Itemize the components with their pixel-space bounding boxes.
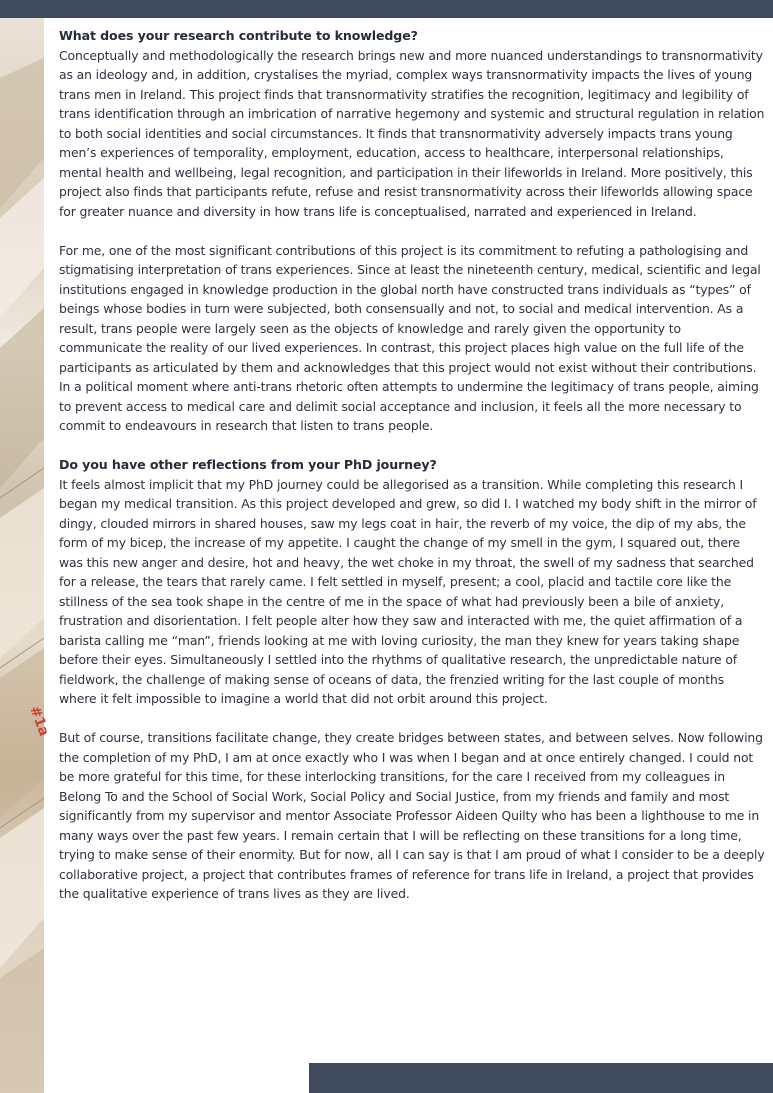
book-page-number: #1a [26,703,52,739]
top-banner-bar [0,0,773,18]
paragraph-reflections-2: But of course, transitions facilitate change, they create bridges between states, and between selves. Now following the completion of my PhD, I am at once exactly who I was when I began and at once entirely changed. I could not be more grateful for this time, for these interlocking transitions, for the care I received from my colleagues in Belong To and the School of Social Work, Social Policy and Social Justice, from my friends and family and most significantly from my supervisor and mentor Associate Professor Aideen Quilty who has been a lighthouse to me in many ways over the past few years. I remain certain that I will be reflecting on these transitions for a long time, trying to make sense of their enormity. But for now, all I can say is that I am proud of what I consider to be a deeply collaborative project, a project that contributes frames of reference for trans life in Ireland, a project that provides the qualitative experience of trans lives as they are lived. [59,730,765,901]
book-pages-illustration [0,18,52,1093]
paragraph-contribution-2: For me, one of the most significant contributions of this project is its commitment to refuting a pathologising and stigmatising interpretation of trans experiences. Since at least the nineteenth century, medical, scientific and legal institutions engaged in knowledge production in the global north have constructed trans individuals as “types” of beings whose bodies in turn were subjected, both consensually and not, to social and medical intervention. As a result, trans people were largely seen as the objects of knowledge and rarely given the opportunity to communicate the reality of our lived experiences. In contrast, this project places high value on the full life of the participants as articulated by them and acknowledges that this project would not exist without their contributions. In a political moment where anti-trans rhetoric often attempts to undermine the legitimacy of trans people, aiming to prevent access to medical care and delimit social acceptance and inclusion, it feels all the more necessary to commit to endeavours in research that listen to trans people. [59,242,761,433]
paragraph-contribution-1: Conceptually and methodologically the research brings new and more nuanced understandings to transnormativity as an ideology and, in addition, crystalises the myriad, complex ways transnormativity impacts the lives of young trans men in Ireland. This project finds that transnormativity stratifies the recognition, legitimacy and legibility of trans identification through an imbrication of narrative hegemony and systemic and structural regulation in relation to both social identities and social circumstances. It finds that transnormativity adversely impacts trans young men’s experiences of temporality, employment, education, access to healthcare, interpersonal relationships, mental health and wellbeing, legal recognition, and participation in their lifeworlds in Ireland. More positively, this project also finds that participants refute, refuse and resist transnormativity across their lifeworlds allowing space for greater nuance and diversity in how trans life is conceptualised, narrated and experienced in Ireland. [59,47,765,219]
paragraph-reflections-1: It feels almost implicit that my PhD journey could be allegorised as a transition. While completing this research I began my medical transition. As this project developed and grew, so did I. I watched my body shift in the mirror of dingy, clouded mirrors in shared houses, saw my legs coat in hair, the reverb of my voice, the dip of my abs, the form of my bicep, the increase of my appetite. I caught the change of my smell in the gym, I squared out, there was this new anger and desire, hot and heavy, the wet choke in my throat, the swell of my sadness that searched for a release, the tears that rarely came. I felt settled in myself, present; a cool, placid and tactile core like the stillness of the sea took shape in the centre of me in the space of what had previously been a bile of anxiety, frustration and disorientation. I felt people alter how they saw and interacted with me, the quiet affirmation of a barista calling me “man”, friends looking at me with loving curiosity, the man they knew for years taking shape before their eyes. Simultaneously I settled into the rhythms of qualitative research, the unpredictable nature of fieldwork, the challenge of making sense of oceans of data, the frenzied writing for the last couple of months where it felt impossible to imagine a world that did not orbit around this project. [59,476,757,706]
article-body [59,26,765,923]
bottom-banner-bar [309,1063,773,1093]
section-heading-reflections: Do you have other reflections from your PhD journey? [59,457,437,472]
section-heading-contribution: What does your research contribute to knowledge? [59,28,418,43]
decorative-book-photo [0,18,52,1093]
